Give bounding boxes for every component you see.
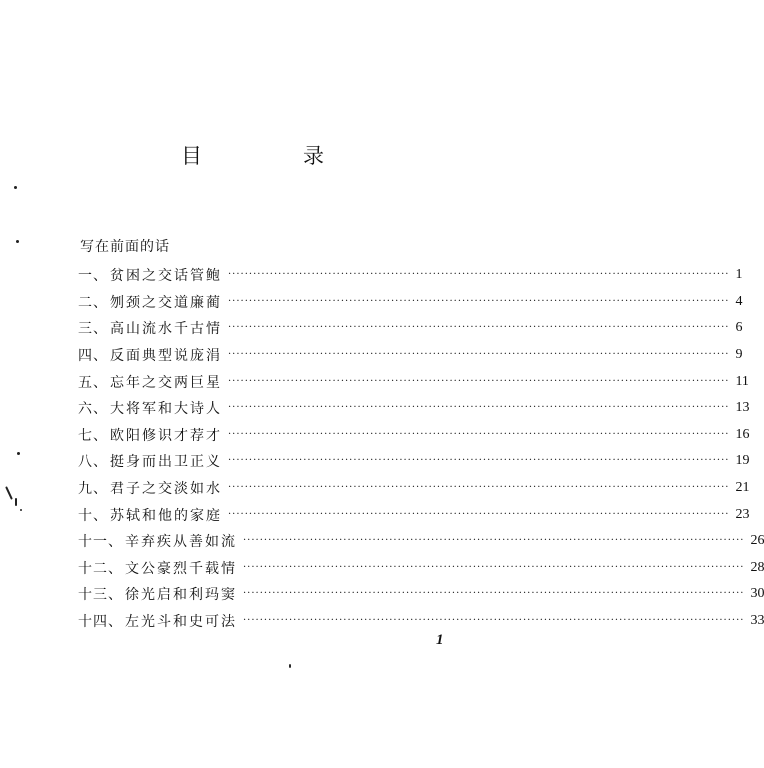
toc-leader-dots: ························································································································	[228, 482, 730, 494]
toc-entry-page: 33	[750, 613, 764, 629]
toc-entry-number: 十四、	[78, 614, 123, 631]
toc-entry	[78, 368, 749, 395]
toc-entry-title: 左光斗和史可法	[125, 614, 237, 631]
toc-entry-title: 辛弃疾从善如流	[125, 534, 237, 551]
toc-entry-number: 八、	[78, 454, 108, 471]
scan-speck	[5, 486, 13, 500]
toc-entry	[78, 289, 743, 316]
page-title: 目 录	[181, 144, 364, 168]
toc-entry	[78, 528, 764, 555]
toc-leader-dots: ························································································································	[243, 588, 745, 600]
toc-leader-dots: ························································································································	[228, 402, 730, 414]
toc-entry-number: 七、	[78, 427, 108, 444]
toc-entry-number: 十三、	[78, 587, 123, 604]
toc-leader-dots: ························································································································	[228, 295, 730, 307]
toc-entry-number: 十一、	[78, 534, 123, 551]
toc-entry-page: 26	[750, 533, 764, 549]
toc-entry-title: 苏轼和他的家庭	[110, 507, 222, 524]
toc-entry-number: 十、	[78, 507, 108, 524]
toc-entry-number: 六、	[78, 401, 108, 418]
toc-entry-number: 五、	[78, 374, 108, 391]
toc-entry	[78, 608, 764, 635]
toc-entry-title: 忘年之交两巨星	[110, 374, 222, 391]
toc-entry-page: 6	[735, 320, 743, 336]
toc-entry-number: 一、	[78, 268, 108, 285]
toc-leader-dots: ························································································································	[228, 375, 730, 387]
toc-leader-dots: ························································································································	[228, 428, 730, 440]
toc-leader-dots: ························································································································	[228, 349, 730, 361]
toc-leader-dots: ························································································································	[228, 269, 730, 281]
toc-entry-page: 19	[735, 453, 750, 469]
table-of-contents	[78, 262, 764, 634]
toc-entry-page: 1	[735, 267, 743, 283]
toc-entry-page: 21	[735, 480, 750, 496]
scan-speck	[289, 664, 291, 668]
toc-entry-title: 贫困之交话管鲍	[110, 268, 222, 285]
toc-entry-title: 大将军和大诗人	[110, 401, 222, 418]
toc-entry-number: 九、	[78, 481, 108, 498]
toc-entry	[78, 315, 743, 342]
toc-entry	[78, 448, 750, 475]
toc-entry-page: 23	[735, 506, 750, 522]
toc-leader-dots: ························································································································	[243, 561, 745, 573]
toc-entry	[78, 581, 764, 608]
toc-entry	[78, 555, 764, 582]
toc-leader-dots: ························································································································	[228, 508, 730, 520]
toc-entry	[78, 262, 743, 289]
page-folio: 1	[436, 632, 444, 648]
foreword-entry: 写在前面的话	[80, 239, 170, 255]
toc-entry	[78, 475, 750, 502]
toc-entry-page: 4	[735, 293, 743, 309]
toc-entry-number: 四、	[78, 348, 108, 365]
scan-speck	[16, 240, 19, 243]
toc-entry-page: 30	[750, 586, 764, 602]
toc-entry-number: 二、	[78, 294, 108, 311]
toc-entry-title: 徐光启和利玛窦	[125, 587, 237, 604]
toc-entry-page: 16	[735, 426, 750, 442]
toc-entry-title: 欧阳修识才荐才	[110, 427, 222, 444]
toc-entry	[78, 342, 743, 369]
scan-speck	[15, 498, 17, 506]
scan-speck	[17, 452, 20, 455]
toc-entry-title: 君子之交淡如水	[110, 481, 222, 498]
toc-entry-number: 三、	[78, 321, 108, 338]
scan-speck	[14, 186, 17, 189]
toc-leader-dots: ························································································································	[243, 615, 745, 627]
toc-entry-page: 13	[735, 400, 750, 416]
toc-entry-title: 高山流水千古情	[110, 321, 222, 338]
toc-entry	[78, 501, 750, 528]
toc-entry-page: 11	[735, 373, 749, 389]
toc-entry-title: 反面典型说庞涓	[110, 348, 222, 365]
toc-entry-title: 文公豪烈千载情	[125, 560, 237, 577]
toc-entry	[78, 422, 750, 449]
toc-entry-page: 28	[750, 559, 764, 575]
toc-entry-page: 9	[735, 347, 743, 363]
toc-entry-title: 挺身而出卫正义	[110, 454, 222, 471]
toc-entry	[78, 395, 750, 422]
toc-leader-dots: ························································································································	[228, 322, 730, 334]
toc-entry-title: 刎颈之交道廉蔺	[110, 294, 222, 311]
toc-entry-number: 十二、	[78, 560, 123, 577]
toc-leader-dots: ························································································································	[228, 455, 730, 467]
toc-leader-dots: ························································································································	[243, 535, 745, 547]
scan-speck	[20, 509, 22, 511]
